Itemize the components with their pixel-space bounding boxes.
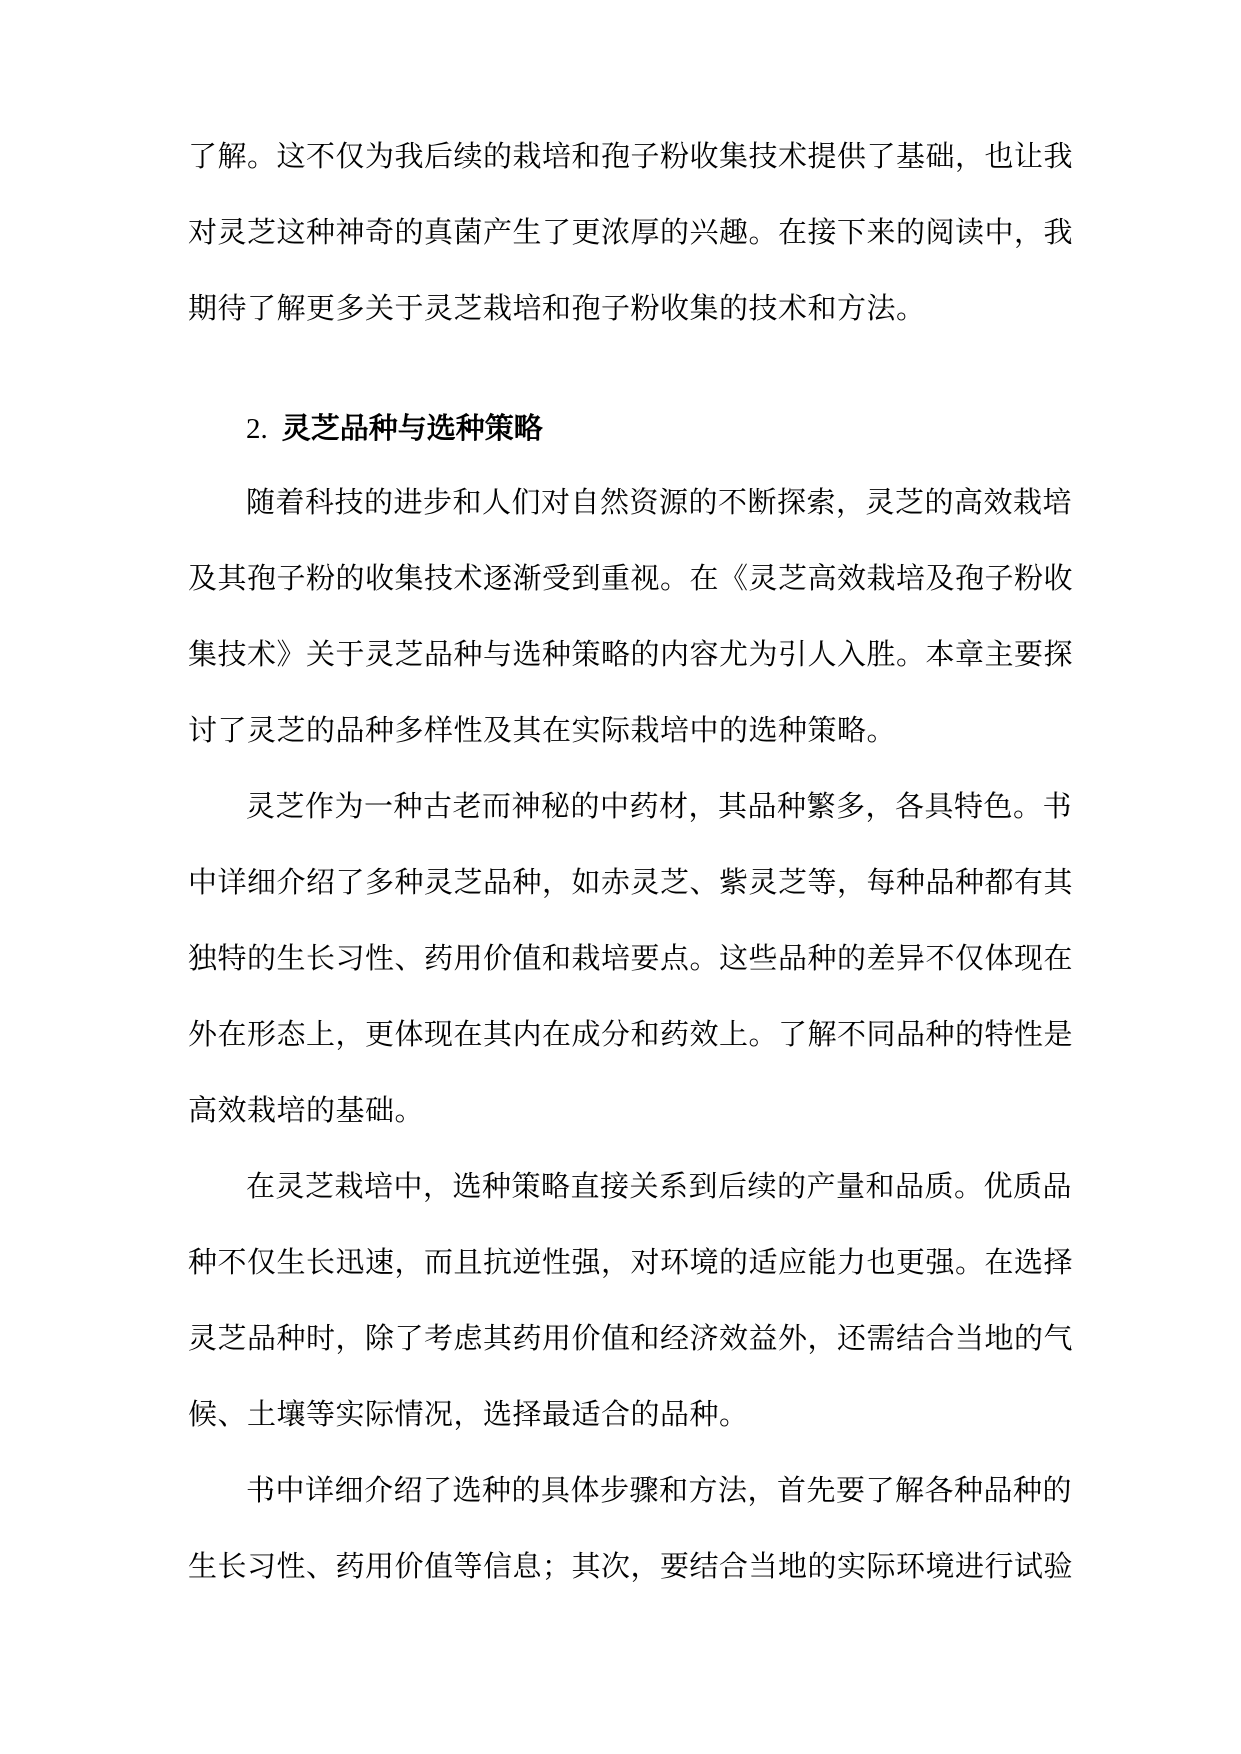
paragraph4-line-1: 书中详细介绍了选种的具体步骤和方法，首先要了解各种品种的 xyxy=(246,1473,1073,1507)
paragraph3-line-1: 在灵芝栽培中，选种策略直接关系到后续的产量和品质。优质品 xyxy=(246,1169,1073,1203)
section-heading xyxy=(246,410,543,446)
intro-line-2: 对灵芝这种神奇的真菌产生了更浓厚的兴趣。在接下来的阅读中，我 xyxy=(188,215,1074,249)
paragraph1-line-4: 讨了灵芝的品种多样性及其在实际栽培中的选种策略。 xyxy=(188,713,897,747)
paragraph2-line-2: 中详细介绍了多种灵芝品种，如赤灵芝、紫灵芝等，每种品种都有其 xyxy=(188,865,1074,899)
paragraph1-line-1: 随着科技的进步和人们对自然资源的不断探索，灵芝的高效栽培 xyxy=(246,485,1073,519)
paragraph3-line-4: 候、土壤等实际情况，选择最适合的品种。 xyxy=(188,1397,749,1431)
paragraph2-line-3: 独特的生长习性、药用价值和栽培要点。这些品种的差异不仅体现在 xyxy=(188,941,1074,975)
intro-line-1: 了解。这不仅为我后续的栽培和孢子粉收集技术提供了基础，也让我 xyxy=(188,139,1074,173)
paragraph2-line-1: 灵芝作为一种古老而神秘的中药材，其品种繁多，各具特色。书 xyxy=(246,789,1073,823)
paragraph1-line-2: 及其孢子粉的收集技术逐渐受到重视。在《灵芝高效栽培及孢子粉收 xyxy=(188,561,1074,595)
section-number: 2. xyxy=(246,413,268,445)
paragraph1-line-3: 集技术》关于灵芝品种与选种策略的内容尤为引人入胜。本章主要探 xyxy=(188,637,1074,671)
paragraph3-line-3: 灵芝品种时，除了考虑其药用价值和经济效益外，还需结合当地的气 xyxy=(188,1321,1074,1355)
paragraph4-line-2: 生长习性、药用价值等信息；其次，要结合当地的实际环境进行试验 xyxy=(188,1549,1074,1583)
paragraph2-line-4: 外在形态上，更体现在其内在成分和药效上。了解不同品种的特性是 xyxy=(188,1017,1074,1051)
paragraph3-line-2: 种不仅生长迅速，而且抗逆性强，对环境的适应能力也更强。在选择 xyxy=(188,1245,1074,1279)
section-title: 灵芝品种与选种策略 xyxy=(281,411,543,445)
intro-line-3: 期待了解更多关于灵芝栽培和孢子粉收集的技术和方法。 xyxy=(188,291,926,325)
paragraph2-line-5: 高效栽培的基础。 xyxy=(188,1093,425,1127)
